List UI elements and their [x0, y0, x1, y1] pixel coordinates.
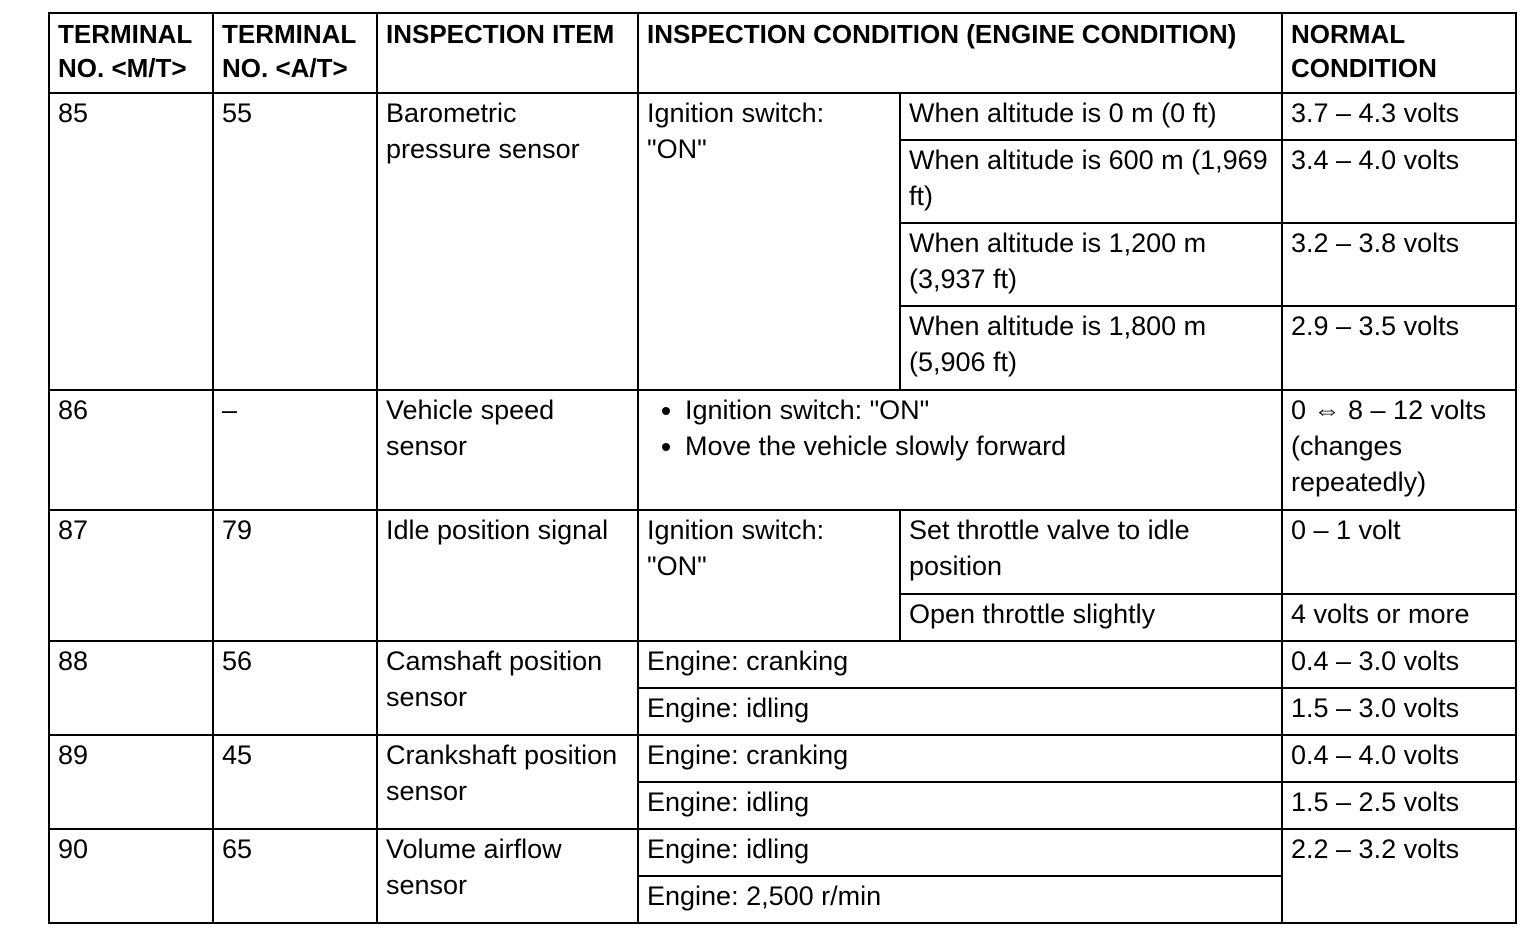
condition-cell: Ignition switch: "ON": [638, 93, 900, 390]
inspection-item-cell: Crankshaft position sensor: [377, 735, 638, 829]
sub-condition-cell: When altitude is 1,800 m (5,906 ft): [900, 306, 1282, 390]
sub-condition-cell: Open throttle slightly: [900, 594, 1282, 641]
terminal-mt-cell: 85: [49, 93, 213, 390]
normal-condition-cell: 2.2 – 3.2 volts: [1282, 829, 1516, 923]
normal-condition-cell: 1.5 – 2.5 volts: [1282, 782, 1516, 829]
inspection-item-cell: Camshaft position sensor: [377, 641, 638, 735]
normal-condition-cell: 3.4 – 4.0 volts: [1282, 140, 1516, 223]
table-row: [49, 735, 1516, 782]
terminal-at-cell: –: [213, 390, 377, 510]
normal-condition-cell: 0.4 – 3.0 volts: [1282, 641, 1516, 688]
condition-cell: Engine: cranking: [638, 735, 1282, 782]
terminal-mt-cell: 89: [49, 735, 213, 829]
condition-cell: Engine: idling: [638, 688, 1282, 735]
inspection-item-cell: Vehicle speed sensor: [377, 390, 638, 510]
header-terminal-at: TERMINAL NO. <A/T>: [213, 13, 377, 93]
header-row: [49, 13, 1516, 93]
terminal-at-cell: 79: [213, 510, 377, 640]
terminal-at-cell: 65: [213, 829, 377, 923]
terminal-mt-cell: 87: [49, 510, 213, 640]
inspection-table: [48, 12, 1517, 924]
normal-condition-cell: 0 – 1 volt: [1282, 510, 1516, 593]
table-row: [49, 641, 1516, 688]
sub-condition-cell: When altitude is 0 m (0 ft): [900, 93, 1282, 140]
normal-condition-cell: 1.5 – 3.0 volts: [1282, 688, 1516, 735]
table-row: [49, 93, 1516, 140]
header-normal-condition: NORMAL CONDITION: [1282, 13, 1516, 93]
normal-condition-cell: 4 volts or more: [1282, 594, 1516, 641]
table-row: [49, 829, 1516, 876]
condition-cell: [638, 390, 1282, 510]
header-terminal-mt: TERMINAL NO. <M/T>: [49, 13, 213, 93]
condition-list: [647, 392, 1273, 464]
table-row: [49, 390, 1516, 510]
terminal-mt-cell: 90: [49, 829, 213, 923]
inspection-item-cell: Barometric pressure sensor: [377, 93, 638, 390]
normal-condition-cell: 2.9 – 3.5 volts: [1282, 306, 1516, 390]
inspection-item-cell: Idle position signal: [377, 510, 638, 640]
list-item: • Ignition switch: "ON": [685, 392, 1273, 428]
terminal-at-cell: 45: [213, 735, 377, 829]
sub-condition-cell: Set throttle valve to idle position: [900, 510, 1282, 593]
terminal-mt-cell: 88: [49, 641, 213, 735]
normal-condition-cell: 3.2 – 3.8 volts: [1282, 223, 1516, 306]
condition-cell: Engine: idling: [638, 829, 1282, 876]
inspection-item-cell: Volume airflow sensor: [377, 829, 638, 923]
table-row: [49, 510, 1516, 593]
sub-condition-cell: When altitude is 600 m (1,969 ft): [900, 140, 1282, 223]
condition-cell: Engine: 2,500 r/min: [638, 876, 1282, 923]
header-inspection-condition: INSPECTION CONDITION (ENGINE CONDITION): [638, 13, 1282, 93]
normal-condition-cell: 0 ⇔ 8 – 12 volts (changes repeatedly): [1282, 390, 1516, 510]
terminal-mt-cell: 86: [49, 390, 213, 510]
condition-cell: Engine: idling: [638, 782, 1282, 829]
normal-condition-cell: 0.4 – 4.0 volts: [1282, 735, 1516, 782]
list-item: • Move the vehicle slowly forward: [685, 428, 1273, 464]
sub-condition-cell: When altitude is 1,200 m (3,937 ft): [900, 223, 1282, 306]
terminal-at-cell: 56: [213, 641, 377, 735]
normal-condition-cell: 3.7 – 4.3 volts: [1282, 93, 1516, 140]
condition-cell: Engine: cranking: [638, 641, 1282, 688]
header-inspection-item: INSPECTION ITEM: [377, 13, 638, 93]
terminal-at-cell: 55: [213, 93, 377, 390]
condition-cell: Ignition switch: "ON": [638, 510, 900, 640]
